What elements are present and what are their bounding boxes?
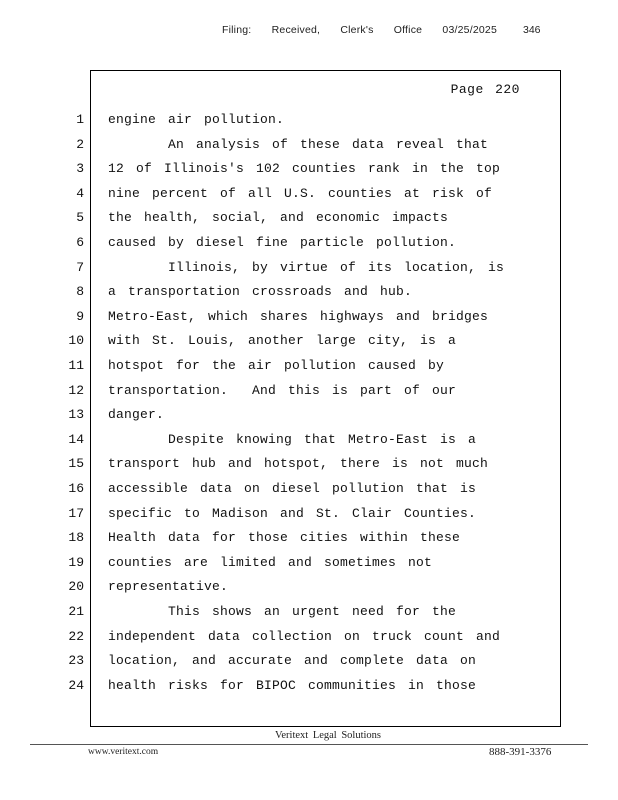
transcript-line	[58, 629, 500, 645]
line-text: danger.	[108, 407, 165, 423]
line-number: 3	[76, 161, 84, 177]
transcript-line	[58, 604, 456, 620]
line-number: 23	[68, 653, 84, 669]
transcript-line	[58, 161, 500, 177]
transcript-line	[58, 112, 284, 128]
transcript-line	[58, 358, 444, 374]
filing-stamp: Filing: Received, Clerk's Office 03/25/2025	[222, 24, 497, 36]
line-number: 12	[68, 382, 84, 398]
line-number: 10	[68, 333, 84, 349]
line-text: location, and accurate and complete data on	[108, 653, 477, 669]
filing-stamp-number: 346	[523, 24, 541, 36]
transcript-line	[58, 678, 476, 694]
line-number: 6	[76, 235, 84, 250]
page-number-label: Page 220	[450, 82, 520, 97]
line-text: representative.	[108, 579, 229, 595]
line-number: 5	[76, 210, 84, 226]
footer-website-link: www.veritext.com	[88, 747, 159, 757]
transcript-line	[58, 284, 412, 300]
line-text: counties are limited and sometimes not	[108, 554, 433, 570]
line-number: 17	[68, 505, 84, 521]
footer-phone-number: 888-391-3376	[489, 746, 552, 758]
transcript-line	[58, 260, 504, 276]
footer-divider	[30, 744, 588, 745]
line-text: engine air pollution.	[108, 112, 285, 127]
transcript-line	[58, 407, 164, 423]
line-text: 12 of Illinois's 102 counties rank in the top	[108, 161, 501, 177]
line-text: Despite knowing that Metro-East is a	[108, 431, 477, 447]
line-number: 20	[68, 579, 84, 595]
line-text: health risks for BIPOC communities in those	[108, 677, 477, 693]
line-number: 4	[76, 185, 84, 201]
line-number: 15	[68, 456, 84, 472]
line-text: Illinois, by virtue of its location, is	[108, 259, 505, 275]
line-text: independent data collection on truck count and	[108, 628, 501, 644]
line-text: transport hub and hotspot, there is not much	[108, 456, 489, 472]
line-number: 24	[68, 677, 84, 693]
transcript-line	[58, 653, 476, 669]
transcript-line	[58, 530, 460, 546]
line-text: Metro-East, which shares highways and bridges	[108, 308, 489, 324]
line-text: This shows an urgent need for the	[108, 604, 457, 619]
transcript-line	[58, 186, 492, 202]
line-number: 21	[68, 604, 84, 619]
line-number: 11	[68, 358, 84, 373]
line-text: a transportation crossroads and hub.	[108, 284, 413, 300]
line-number: 22	[68, 628, 84, 644]
transcript-line	[58, 481, 476, 497]
line-number: 1	[76, 112, 84, 127]
line-text: An analysis of these data reveal that	[108, 136, 489, 152]
line-text: transportation. And this is part of our	[108, 382, 457, 398]
transcript-line	[58, 456, 488, 472]
line-text: hotspot for the air pollution caused by	[108, 358, 445, 373]
line-text: Health data for those cities within these	[108, 530, 461, 546]
line-number: 2	[76, 136, 84, 152]
line-text: caused by diesel fine particle pollution.	[108, 235, 457, 250]
footer-company-name: Veritext Legal Solutions	[274, 730, 382, 741]
transcript-line	[58, 579, 228, 595]
line-text: specific to Madison and St. Clair Counties.	[108, 505, 477, 521]
line-number: 16	[68, 481, 84, 496]
line-number: 9	[76, 308, 84, 324]
line-number: 18	[68, 530, 84, 546]
line-text: with St. Louis, another large city, is a	[108, 333, 457, 349]
line-number: 8	[76, 284, 84, 300]
line-number: 13	[68, 407, 84, 423]
transcript-line	[58, 383, 456, 399]
transcript-line	[58, 137, 488, 153]
line-number: 19	[68, 554, 84, 570]
transcript-line	[58, 555, 432, 571]
line-number: 7	[76, 259, 84, 275]
transcript-line	[58, 432, 476, 448]
line-text: nine percent of all U.S. counties at risk of	[108, 185, 493, 201]
transcript-line	[58, 210, 448, 226]
line-number: 14	[68, 431, 84, 447]
transcript-line	[58, 309, 488, 325]
line-text: the health, social, and economic impacts	[108, 210, 449, 226]
transcript-line	[58, 333, 456, 349]
line-text: accessible data on diesel pollution that is	[108, 481, 477, 496]
transcript-line	[58, 235, 456, 251]
transcript-line	[58, 506, 476, 522]
